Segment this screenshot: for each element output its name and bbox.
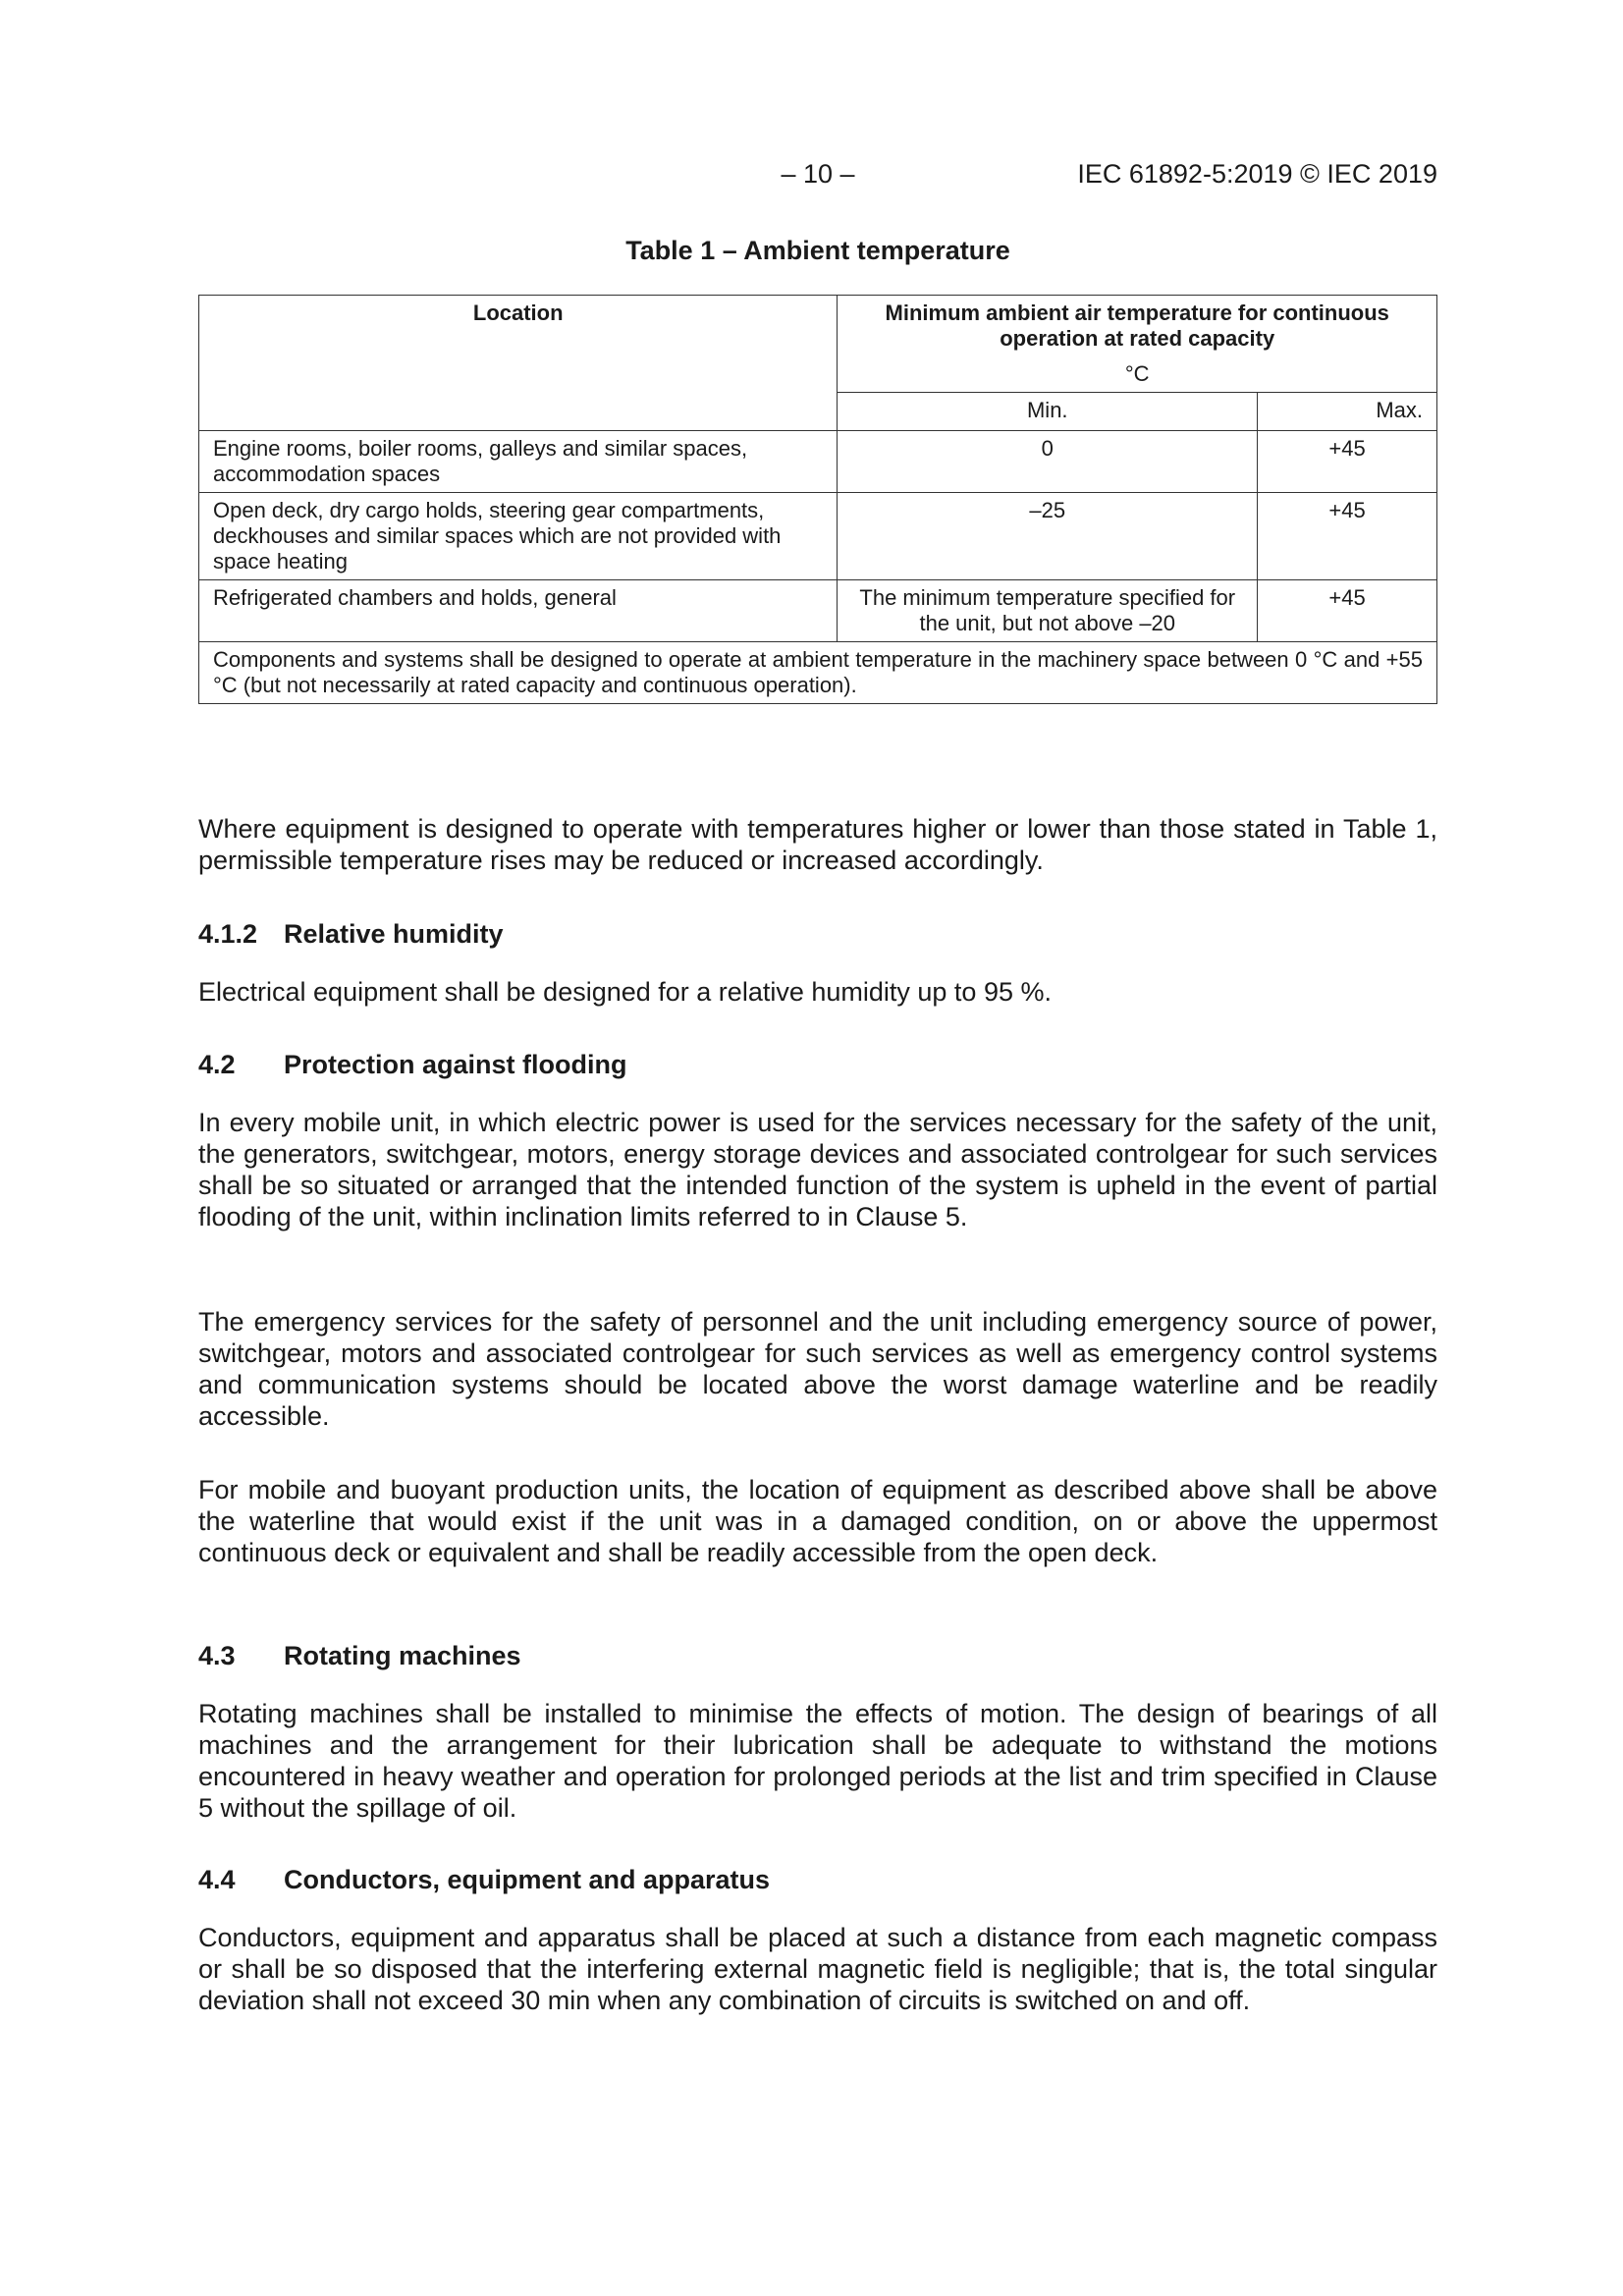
- row-location: Engine rooms, boiler rooms, galleys and similar spaces, accommodation spaces: [199, 431, 838, 493]
- paragraph-flooding-2: The emergency services for the safety of personnel and the unit including emergency source of power, switchgear, motors and associated controlgear for such services as well as emergency control systems and communication systems should be located above the worst damage waterline and be readily accessible.: [198, 1307, 1437, 1431]
- heading-number: 4.2: [198, 1050, 236, 1079]
- heading-number: 4.1.2: [198, 919, 258, 949]
- paragraph-flooding-3: For mobile and buoyant production units, the location of equipment as described above shall be above the waterline that would exist if the unit was in a damaged condition, on or above the uppermost continuous deck or equivalent and shall be readily accessible from the open deck.: [198, 1475, 1437, 1567]
- row-max: +45: [1258, 493, 1437, 580]
- table-row: [199, 580, 1437, 642]
- heading-4-2: [198, 1049, 627, 1080]
- page-header: [198, 159, 1437, 194]
- ambient-temperature-table: [198, 295, 1437, 704]
- heading-title: Rotating machines: [284, 1641, 521, 1670]
- standard-identifier: IEC 61892-5:2019 © IEC 2019: [1077, 159, 1437, 189]
- row-location: Refrigerated chambers and holds, general: [199, 580, 838, 642]
- paragraph-rotating-machines: Rotating machines shall be installed to minimise the effects of motion. The design of bearings of all machines and the arrangement for their lubrication shall be adequate to withstand the motions encountered in heavy weather and operation for prolonged periods at the list and trim specified in Clause 5 without the spillage of oil.: [198, 1699, 1437, 1823]
- row-min: –25: [838, 493, 1258, 580]
- subheader-min: Min.: [838, 393, 1258, 431]
- row-max: +45: [1258, 580, 1437, 642]
- heading-title: Protection against flooding: [284, 1050, 627, 1079]
- heading-number: 4.3: [198, 1641, 236, 1670]
- header-location: Location: [199, 296, 838, 431]
- heading-4-4: [198, 1864, 770, 1895]
- header-temperature: [838, 296, 1437, 393]
- table-note: Components and systems shall be designed to operate at ambient temperature in the machinery space between 0 °C and +55 °C (but not necessarily at rated capacity and continuous operation).: [199, 642, 1437, 704]
- row-min: The minimum temperature specified for the unit, but not above –20: [838, 580, 1258, 642]
- page-number: – 10 –: [781, 159, 855, 189]
- heading-title: Relative humidity: [284, 919, 504, 949]
- table-header-row: [199, 296, 1437, 393]
- paragraph-after-table: Where equipment is designed to operate with temperatures higher or lower than those stated in Table 1, permissible temperature rises may be reduced or increased accordingly.: [198, 814, 1437, 875]
- paragraph-conductors: Conductors, equipment and apparatus shall be placed at such a distance from each magnetic compass or shall be so disposed that the interfering external magnetic field is negligible; that is, the total singular deviation shall not exceed 30 min when any combination of circuits is switched on and off.: [198, 1923, 1437, 2015]
- header-temperature-label: Minimum ambient air temperature for continuous operation at rated capacity: [885, 301, 1389, 351]
- header-unit: °C: [1124, 361, 1150, 386]
- heading-number: 4.4: [198, 1865, 236, 1894]
- table-row: [199, 493, 1437, 580]
- table-title: Table 1 – Ambient temperature: [625, 236, 1010, 265]
- table-note-row: [199, 642, 1437, 704]
- subheader-max: Max.: [1258, 393, 1437, 431]
- heading-title: Conductors, equipment and apparatus: [284, 1865, 771, 1894]
- heading-4-1-2: [198, 918, 504, 950]
- row-min: 0: [838, 431, 1258, 493]
- paragraph-flooding-1: In every mobile unit, in which electric power is used for the services necessary for the safety of the unit, the generators, switchgear, motors, energy storage devices and associated controlgear for such services shall be so situated or arranged that the intended function of the system is upheld in the event of partial flooding of the unit, within inclination limits referred to in Clause 5.: [198, 1108, 1437, 1231]
- paragraph-relative-humidity: Electrical equipment shall be designed for a relative humidity up to 95 %.: [198, 977, 1052, 1007]
- heading-4-3: [198, 1640, 521, 1671]
- table-row: [199, 431, 1437, 493]
- row-location: Open deck, dry cargo holds, steering gear compartments, deckhouses and similar spaces which are not provided with space heating: [199, 493, 838, 580]
- row-max: +45: [1258, 431, 1437, 493]
